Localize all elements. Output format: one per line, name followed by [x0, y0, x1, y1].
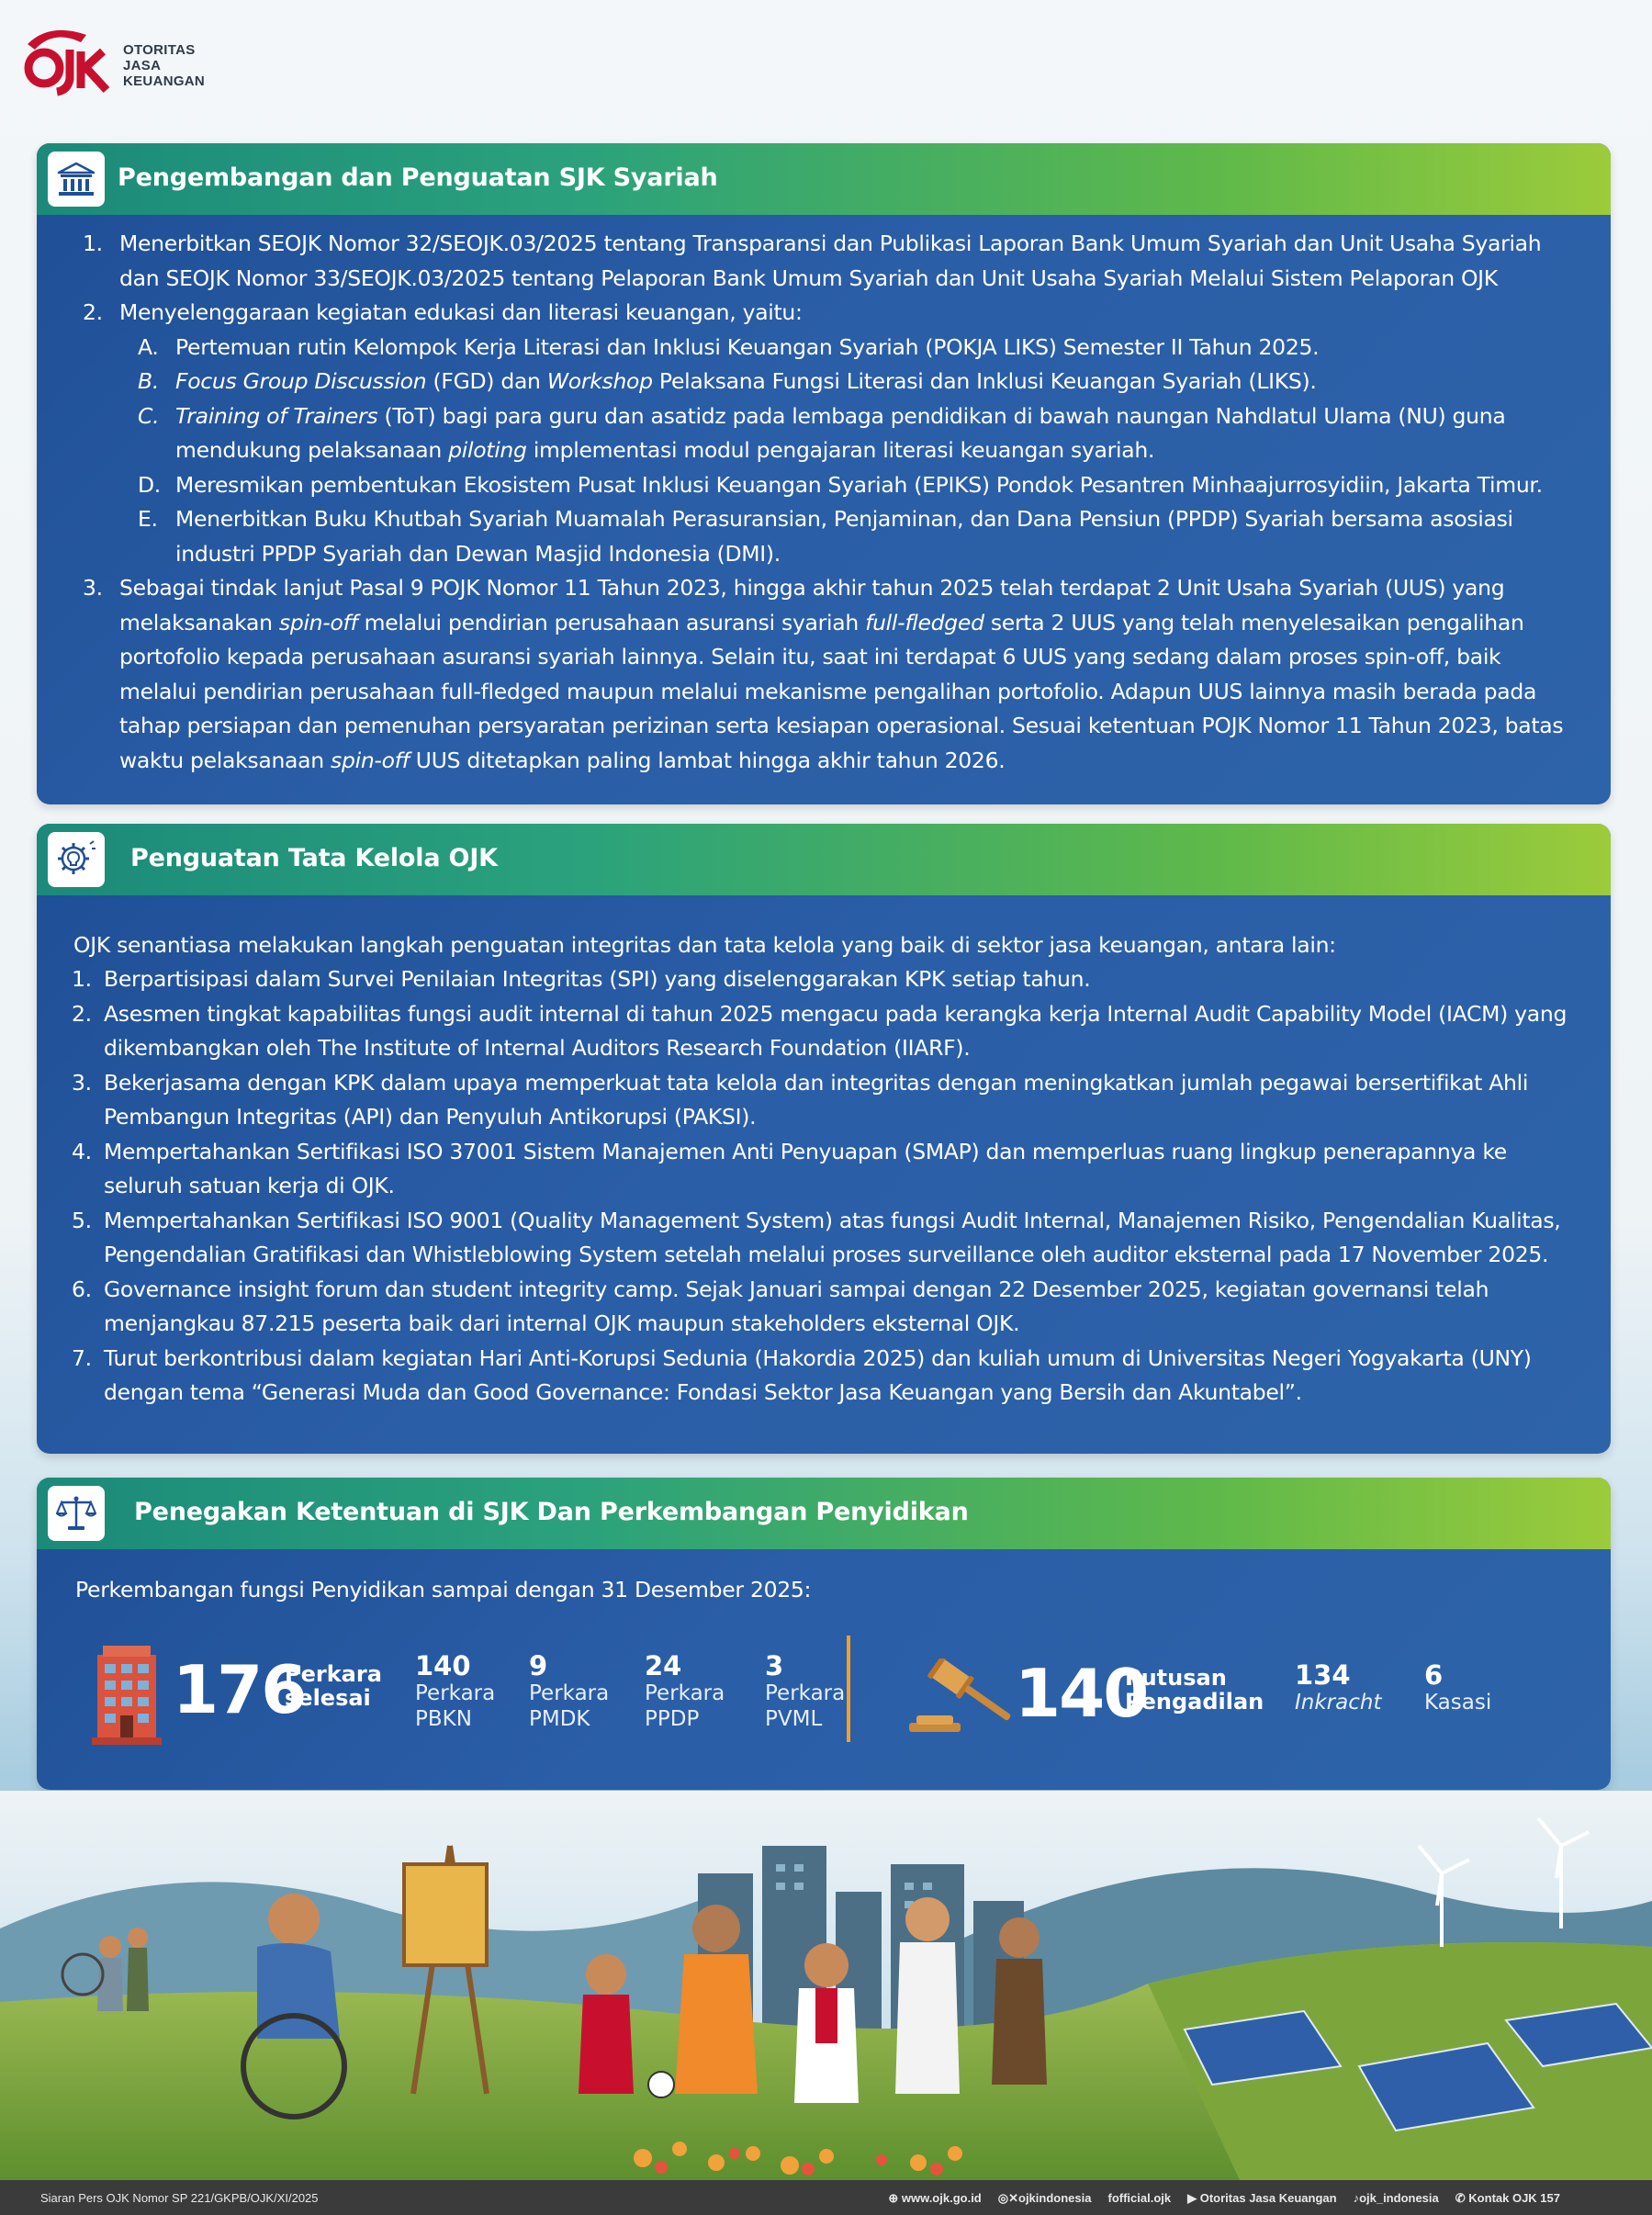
logo-line: KEUANGAN	[123, 73, 206, 89]
phone-icon: ✆	[1455, 2191, 1466, 2205]
sub-letter: E.	[138, 506, 158, 532]
logo-line: JASA	[123, 58, 162, 73]
press-release-ref: Siaran Pers OJK Nomor SP 221/GKPB/OJK/XI/2025	[40, 2191, 319, 2205]
item-text: UUS ditetapkan paling lambat hingga akhir tahun 2026.	[409, 747, 1006, 773]
breakdown-value: 24	[645, 1650, 682, 1681]
item-text: Turut berkontribusi dalam kegiatan Hari Anti-Korupsi Sedunia (Hakordia 2025) dan kuliah umum di Universitas Negeri Yogyakarta (UNY) dengan tema “Generasi Muda dan Good Governance: Fondasi Sektor Jasa Keuangan yang Bersih dan Akuntabel”.	[104, 1344, 1532, 1405]
item-text: Mempertahankan Sertifikasi ISO 9001 (Quality Management System) atas fungsi Audit Internal, Manajemen Risiko, Pengendalian Kualitas, Pengendalian Gratifikasi dan Whistleblowing System setelah melalui proses surveillance oleh auditor eksternal pada 17 November 2025.	[104, 1207, 1561, 1267]
social-link-tiktok[interactable]	[1354, 2191, 1439, 2206]
label-line: PPDP	[645, 1707, 700, 1731]
section-list	[21, 962, 1601, 1411]
website-link[interactable]	[888, 2191, 981, 2206]
total-cases-value: 176	[173, 1651, 306, 1728]
list-item	[55, 296, 1583, 571]
item-text-italic: spin-off	[278, 609, 358, 635]
gear-lightbulb-icon	[48, 832, 105, 887]
label-line: Perkara	[285, 1661, 382, 1687]
footer-links	[888, 2191, 1560, 2206]
sub-item	[55, 365, 1583, 399]
sub-letter: C.	[138, 402, 160, 429]
label-line: Perkara	[765, 1681, 846, 1705]
globe-icon: ⊕	[888, 2191, 899, 2205]
sub-text-italic: Focus Group Discussion	[175, 368, 427, 394]
item-text: Bekerjasama dengan KPK dalam upaya memperkuat tata kelola dan integritas dengan meningkatkan jumlah pegawai bersertifikat Ahli Pembangun Integritas (API) dan Penyuluh Antikorupsi (PAKSI).	[104, 1069, 1529, 1130]
item-number: 2.	[83, 299, 103, 325]
sub-text-italic: Training of Trainers	[175, 402, 378, 429]
link-text: www.ojk.go.id	[901, 2191, 982, 2205]
sub-text: (FGD) dan	[426, 368, 547, 394]
item-number: 3.	[83, 575, 103, 601]
item-text-italic: spin-off	[331, 747, 410, 773]
label-line: Perkara	[415, 1681, 496, 1705]
footer-bar	[0, 2180, 1652, 2215]
label-line: Perkara	[645, 1681, 725, 1705]
bank-building-icon	[48, 152, 105, 207]
breakdown-label	[529, 1681, 609, 1732]
sub-text: Pertemuan rutin Kelompok Kerja Literasi dan Inklusi Keuangan Syariah (POKJA LIKS) Semester II Tahun 2025.	[175, 333, 1320, 360]
section-header	[37, 824, 1611, 895]
stats-divider	[847, 1636, 850, 1742]
verdict-breakdown-label: Kasasi	[1424, 1691, 1492, 1715]
item-text: Asesmen tingkat kapabilitas fungsi audit internal di tahun 2025 mengacu pada kerangka kerja Internal Audit Capability Model (IACM) yang dikembangkan oleh The Institute of Internal Auditors Research Foundation (IIARF).	[104, 1000, 1568, 1061]
sub-list	[119, 331, 1583, 572]
community-illustration	[0, 1791, 1652, 2180]
label-line: selesai	[285, 1685, 371, 1711]
section-tata-kelola	[37, 824, 1611, 1454]
link-text: Kontak OJK 157	[1468, 2191, 1560, 2205]
sub-letter: A.	[138, 333, 159, 360]
scales-icon	[48, 1486, 105, 1541]
item-text: Menyelenggaraan kegiatan edukasi dan literasi keuangan, yaitu:	[119, 299, 803, 325]
social-link-instagram-x[interactable]	[998, 2191, 1092, 2206]
item-number: 1.	[72, 966, 92, 992]
youtube-icon: ▶	[1187, 2191, 1197, 2205]
breakdown-label	[645, 1681, 725, 1732]
label-line: PBKN	[415, 1707, 472, 1731]
sub-text: Meresmikan pembentukan Ekosistem Pusat Inklusi Keuangan Syariah (EPIKS) Pondok Pesantren Minhaajurrosyidiin, Jakarta Timur.	[175, 471, 1543, 498]
tiktok-icon: ♪	[1353, 2191, 1360, 2205]
label-line: Pengadilan	[1125, 1689, 1264, 1715]
section-intro: OJK senantiasa melakukan langkah penguatan integritas dan tata kelola yang baik di sektor jasa keuangan, antara lain:	[73, 932, 1336, 958]
sub-text: implementasi modul pengajaran literasi keuangan syariah.	[526, 437, 1155, 463]
breakdown-value: 3	[765, 1650, 784, 1681]
item-text: Governance insight forum dan student integrity camp. Sejak Januari sampai dengan 22 Desember 2025, kegiatan governansi telah menjangkau 87.215 peserta baik dari internal OJK maupun stakeholders eksternal OJK.	[104, 1276, 1489, 1336]
item-text: melalui pendirian perusahaan asuransi syariah	[357, 609, 866, 635]
item-text: Berpartisipasi dalam Survei Penilaian Integritas (SPI) yang diselenggarakan KPK setiap tahun.	[104, 966, 1091, 992]
list-item	[55, 227, 1583, 296]
section-intro: Perkembangan fungsi Penyidikan sampai dengan 31 Desember 2025:	[75, 1577, 812, 1602]
item-text: serta 2 UUS yang telah menyelesaikan pengalihan portofolio kepada perusahaan asuransi syariah lainnya. Selain itu, saat ini terdapat 6 UUS yang sedang dalam proses spin-off, baik melalui pendirian perusahaan full-fledged maupun melalui mekanisme pengalihan portofolio. Adapun UUS lainnya masih berada pada tahap persiapan dan pemenuhan persyaratan perizinan serta kesiapan operasional. Sesuai ketentuan POJK Nomor 11 Tahun 2023, batas waktu pelaksanaan	[119, 609, 1564, 773]
list-item	[21, 1066, 1582, 1135]
link-text: ojk_indonesia	[1359, 2191, 1439, 2205]
item-number: 2.	[72, 1000, 92, 1027]
list-item	[21, 1204, 1582, 1273]
list-item	[21, 962, 1582, 997]
sub-item	[55, 502, 1583, 571]
sub-text-italic: piloting	[448, 437, 527, 463]
list-item	[55, 571, 1583, 778]
item-number: 3.	[72, 1069, 92, 1096]
section-sjk-syariah	[37, 143, 1611, 804]
ojk-logo-icon	[22, 24, 114, 97]
total-cases-label	[285, 1662, 382, 1710]
sub-text-italic: Workshop	[546, 368, 653, 394]
item-text: Mempertahankan Sertifikasi ISO 37001 Sistem Manajemen Anti Penyuapan (SMAP) dan memperluas ruang lingkup penerapannya ke seluruh satuan kerja di OJK.	[104, 1138, 1507, 1198]
facebook-icon: f	[1107, 2191, 1112, 2205]
label-line: Putusan	[1125, 1665, 1227, 1691]
item-number: 7.	[72, 1344, 92, 1371]
verdicts-value: 140	[1015, 1655, 1148, 1732]
sub-item	[55, 468, 1583, 503]
link-text: official.ojk	[1111, 2191, 1172, 2205]
ojk-logo	[22, 24, 261, 97]
breakdown-label	[765, 1681, 845, 1732]
item-number: 5.	[72, 1207, 92, 1233]
item-text: Menerbitkan SEOJK Nomor 32/SEOJK.03/2025 tentang Transparansi dan Publikasi Laporan Bank Umum Syariah dan Unit Usaha Syariah dan SEOJK Nomor 33/SEOJK.03/2025 tentang Pelaporan Bank Umum Syariah dan Unit Usaha Syariah Melalui Sistem Pelaporan OJK	[119, 230, 1542, 291]
section-list	[55, 227, 1616, 778]
item-text-italic: full-fledged	[865, 609, 984, 635]
list-item	[21, 1135, 1582, 1204]
verdict-breakdown-value: 134	[1295, 1659, 1351, 1691]
logo-tagline	[123, 42, 205, 89]
link-text: ojkindonesia	[1018, 2191, 1092, 2205]
sub-text: Pelaksana Fungsi Literasi dan Inklusi Keuangan Syariah (LIKS).	[652, 368, 1317, 394]
breakdown-label	[415, 1681, 495, 1732]
breakdown-value: 140	[415, 1650, 471, 1681]
item-number: 4.	[72, 1138, 92, 1164]
social-link-facebook[interactable]	[1107, 2191, 1171, 2206]
label-line: PMDK	[529, 1707, 590, 1731]
section-title: Penegakan Ketentuan di SJK Dan Perkembangan Penyidikan	[134, 1498, 969, 1526]
verdict-breakdown-label: Inkracht	[1295, 1691, 1382, 1715]
sub-item	[55, 399, 1583, 468]
verdicts-label	[1125, 1666, 1264, 1714]
label-line: Perkara	[529, 1681, 610, 1705]
sub-item	[55, 331, 1583, 365]
link-text: Otoritas Jasa Keuangan	[1199, 2191, 1337, 2205]
instagram-x-icon: ◎✕	[997, 2191, 1018, 2205]
gavel-icon	[905, 1658, 1016, 1743]
breakdown-value: 9	[529, 1650, 548, 1681]
item-number: 1.	[83, 230, 103, 256]
verdict-breakdown-value: 6	[1424, 1659, 1444, 1691]
sub-letter: B.	[138, 368, 159, 394]
logo-line: OTORITAS	[123, 42, 196, 58]
sub-text: Menerbitkan Buku Khutbah Syariah Muamalah Perasuransian, Penjaminan, dan Dana Pensiun (PPDP) Syariah bersama asosiasi industri PPDP Syariah dan Dewan Masjid Indonesia (DMI).	[175, 506, 1513, 567]
section-header	[37, 1478, 1611, 1549]
section-penegakan	[37, 1478, 1611, 1790]
section-title: Pengembangan dan Penguatan SJK Syariah	[118, 163, 718, 192]
building-icon	[92, 1642, 162, 1745]
section-header	[37, 143, 1611, 215]
list-item	[21, 997, 1582, 1066]
item-number: 6.	[72, 1276, 92, 1302]
section-title: Penguatan Tata Kelola OJK	[130, 844, 498, 872]
list-item	[21, 1273, 1582, 1342]
sub-text: (ToT) bagi para guru dan asatidz pada lembaga pendidikan di bawah naungan Nahdlatul Ulama (NU) guna mendukung pelaksanaan	[175, 402, 1506, 463]
item-text: Sebagai tindak lanjut Pasal 9 POJK Nomor 11 Tahun 2023, hingga akhir tahun 2025 telah terdapat 2 Unit Usaha Syariah (UUS) yang melaksanakan	[119, 575, 1505, 635]
contact-link[interactable]	[1455, 2191, 1560, 2206]
social-link-youtube[interactable]	[1187, 2191, 1336, 2206]
sub-letter: D.	[138, 471, 161, 498]
label-line: PVML	[765, 1707, 823, 1731]
list-item	[21, 1342, 1582, 1411]
